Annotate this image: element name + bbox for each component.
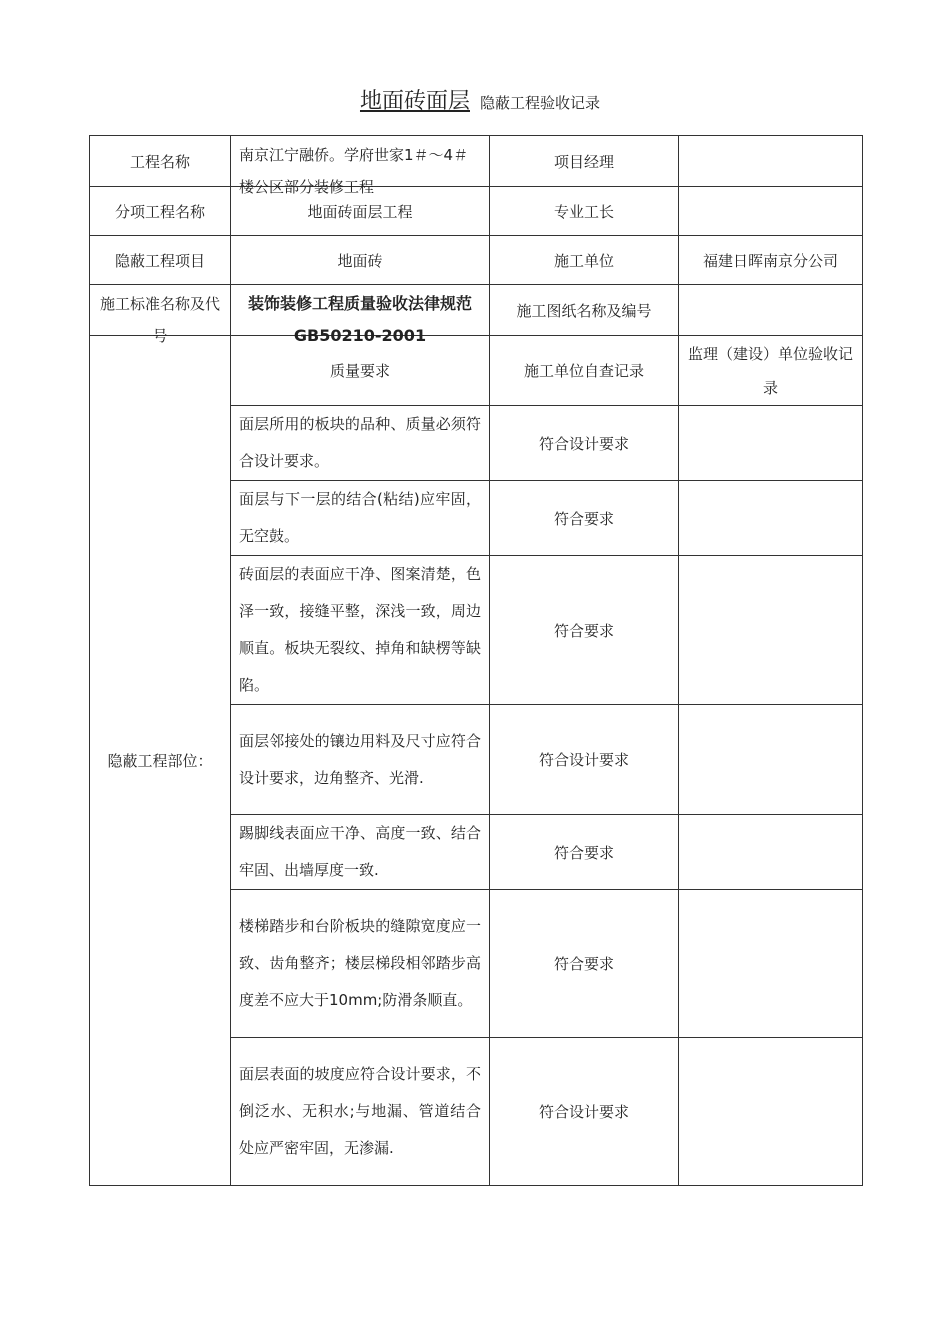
drawing-value	[679, 285, 863, 336]
contractor-value: 福建日晖南京分公司	[679, 236, 863, 285]
title-main: 地面砖面层	[359, 89, 470, 114]
requirement-text: 面层与下一层的结合(粘结)应牢固，无空鼓。	[239, 490, 481, 545]
self-check-cell: 符合设计要求	[490, 705, 679, 815]
requirement-text: 面层表面的坡度应符合设计要求，不倒泛水、无积水;与地漏、管道结合处应严密牢固，无渗漏.	[239, 1065, 481, 1157]
supervision-cell	[679, 705, 863, 815]
standard-value: 装饰装修工程质量验收法律规范GB50210-2001	[247, 294, 472, 345]
requirement-text: 砖面层的表面应干净、图案清楚，色泽一致，接缝平整，深浅一致，周边顺直。板块无裂纹、掉角和缺楞等缺陷。	[239, 565, 481, 694]
row-sub-project	[90, 187, 863, 236]
manager-value	[679, 136, 863, 187]
row-standard	[90, 285, 863, 336]
requirement-cell	[231, 556, 490, 705]
requirement-text: 面层邻接处的镶边用料及尺寸应符合设计要求，边角整齐、光滑.	[239, 731, 481, 787]
col-requirement: 质量要求	[231, 336, 490, 406]
hidden-item-value: 地面砖	[231, 236, 490, 285]
project-name-cell	[231, 136, 490, 196]
col-self-check: 施工单位自查记录	[490, 336, 679, 406]
foreman-label: 专业工长	[490, 187, 679, 236]
supervision-cell	[679, 556, 863, 705]
self-check-cell: 符合要求	[490, 815, 679, 890]
self-check-cell: 符合要求	[490, 890, 679, 1038]
sub-project-label: 分项工程名称	[90, 187, 231, 236]
project-name-value: 南京江宁融侨。学府世家1＃～4＃楼公区部分装修工程	[239, 146, 469, 196]
requirement-cell	[231, 815, 490, 890]
self-check-cell: 符合要求	[490, 556, 679, 705]
self-check-cell: 符合要求	[490, 481, 679, 556]
requirement-cell	[231, 481, 490, 556]
col-supervision: 监理（建设）单位验收记录	[679, 336, 863, 406]
self-check-cell: 符合设计要求	[490, 406, 679, 481]
sub-project-value: 地面砖面层工程	[231, 187, 490, 236]
manager-label: 项目经理	[490, 136, 679, 187]
row-project-name	[90, 136, 863, 187]
document-title	[0, 84, 950, 115]
requirement-cell	[231, 890, 490, 1038]
requirement-text: 楼梯踏步和台阶板块的缝隙宽度应一致、齿角整齐；楼层梯段相邻踏步高度差不应大于10mm;防滑条顺直。	[239, 917, 481, 1009]
requirement-cell	[231, 705, 490, 815]
standard-cell	[231, 285, 490, 345]
requirement-cell	[231, 406, 490, 481]
project-name-label: 工程名称	[90, 136, 231, 187]
requirement-text: 面层所用的板块的品种、质量必须符合设计要求。	[239, 415, 481, 470]
supervision-cell	[679, 815, 863, 890]
row-inspection-header	[90, 336, 863, 406]
section-label: 隐蔽工程部位：	[90, 336, 231, 1186]
drawing-label: 施工图纸名称及编号	[490, 285, 679, 336]
row-hidden-item	[90, 236, 863, 285]
self-check-cell: 符合设计要求	[490, 1038, 679, 1186]
supervision-cell	[679, 406, 863, 481]
requirement-text: 踢脚线表面应干净、高度一致、结合牢固、出墙厚度一致.	[239, 824, 481, 879]
requirement-cell	[231, 1038, 490, 1186]
contractor-label: 施工单位	[490, 236, 679, 285]
foreman-value	[679, 187, 863, 236]
acceptance-form	[89, 135, 863, 1186]
standard-label-cell	[90, 285, 231, 345]
title-sub: 隐蔽工程验收记录	[480, 94, 601, 112]
supervision-cell	[679, 481, 863, 556]
supervision-cell	[679, 1038, 863, 1186]
hidden-item-label: 隐蔽工程项目	[90, 236, 231, 285]
standard-label: 施工标准名称及代号	[99, 295, 220, 345]
supervision-cell	[679, 890, 863, 1038]
